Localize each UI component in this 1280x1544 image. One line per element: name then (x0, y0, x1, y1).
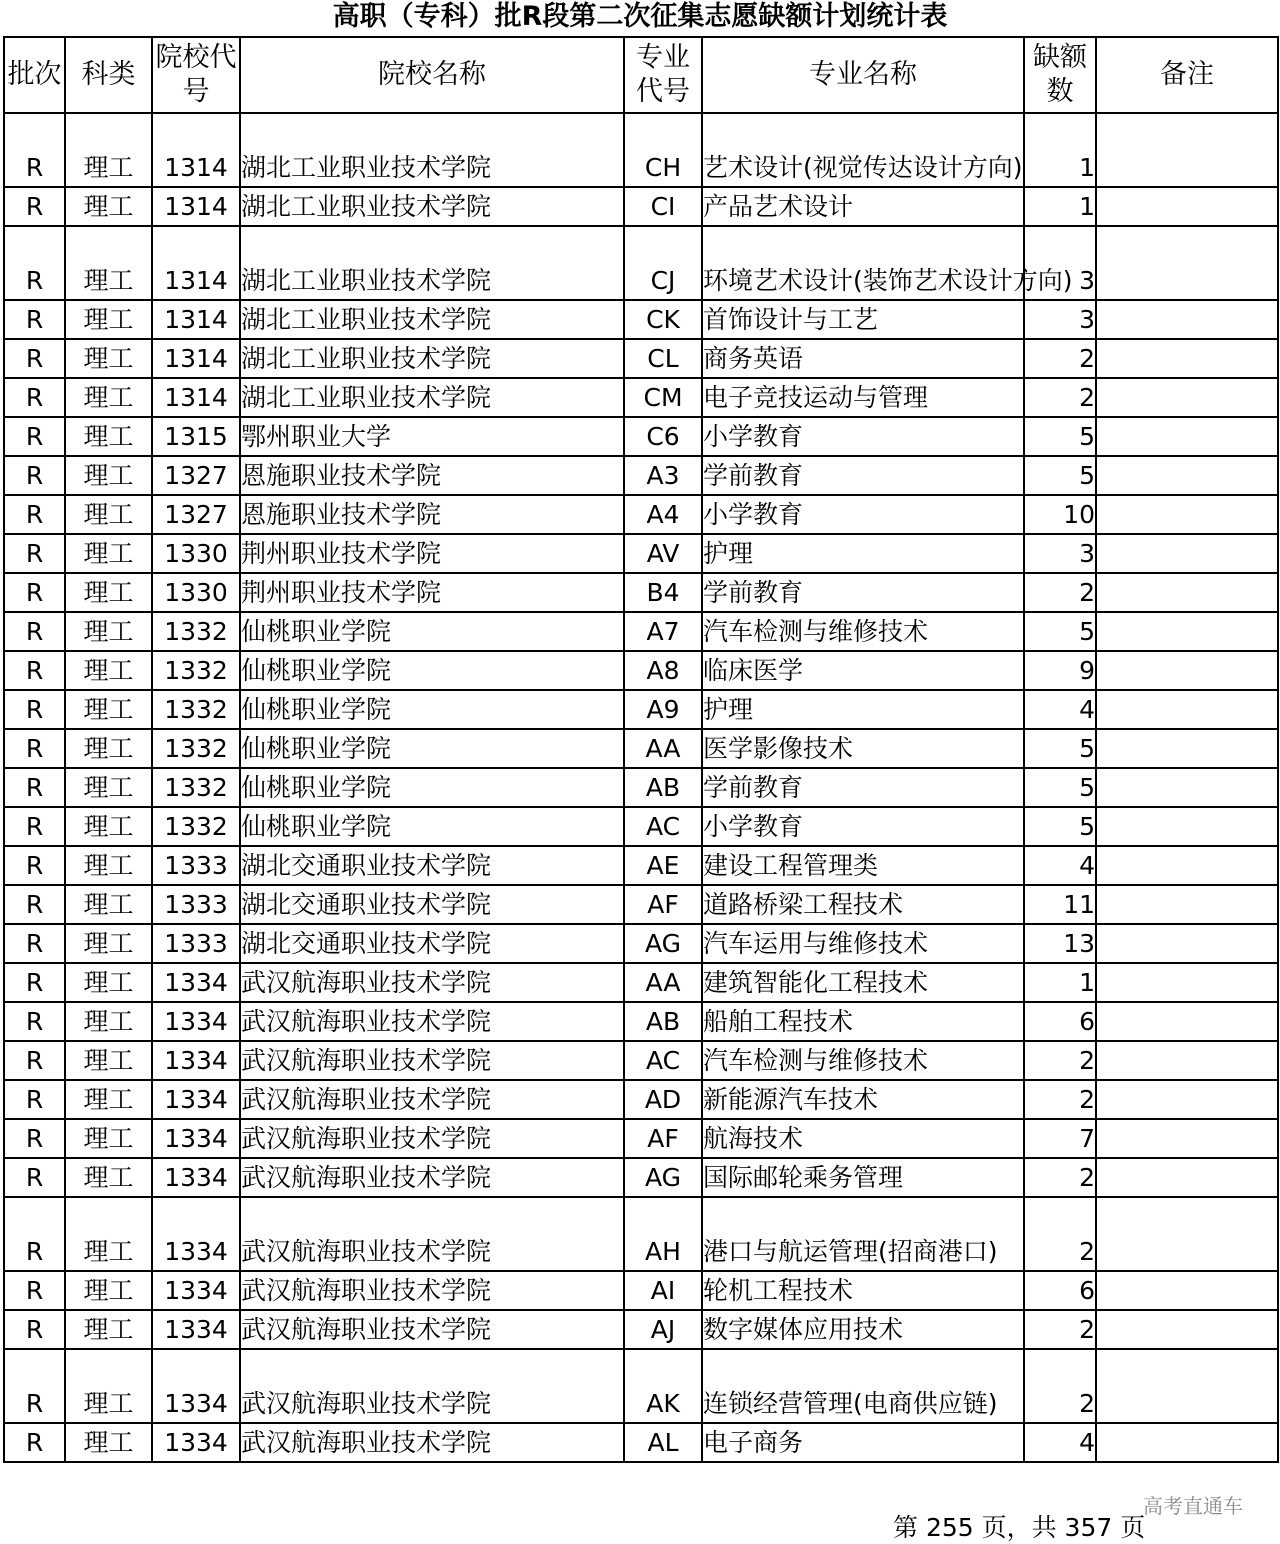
cell-major-code: A4 (624, 495, 702, 534)
cell-remarks (1096, 534, 1278, 573)
header-school-code: 院校代号 (152, 37, 240, 113)
header-major-code: 专业代号 (624, 37, 702, 113)
cell-category: 理工 (65, 378, 152, 417)
header-major-name: 专业名称 (702, 37, 1024, 113)
cell-major-code: CI (624, 187, 702, 226)
cell-school-name: 荆州职业技术学院 (240, 534, 624, 573)
cell-school-code: 1334 (152, 1271, 240, 1310)
table-row (4, 534, 1278, 573)
cell-school-code: 1334 (152, 1423, 240, 1462)
cell-school-code: 1332 (152, 768, 240, 807)
cell-vacancies: 1 (1024, 113, 1096, 187)
table-row (4, 1119, 1278, 1158)
header-school-name: 院校名称 (240, 37, 624, 113)
cell-vacancies: 3 (1024, 226, 1096, 300)
cell-batch: R (4, 187, 65, 226)
vacancy-table (3, 36, 1279, 1463)
cell-major-code: AC (624, 1041, 702, 1080)
header-remarks: 备注 (1096, 37, 1278, 113)
cell-remarks (1096, 924, 1278, 963)
cell-remarks (1096, 417, 1278, 456)
cell-category: 理工 (65, 187, 152, 226)
cell-category: 理工 (65, 339, 152, 378)
cell-major-name: 轮机工程技术 (702, 1271, 1024, 1310)
header-vacancies: 缺额数 (1024, 37, 1096, 113)
cell-school-name: 湖北交通职业技术学院 (240, 924, 624, 963)
cell-vacancies: 5 (1024, 807, 1096, 846)
cell-vacancies: 5 (1024, 768, 1096, 807)
table-row (4, 187, 1278, 226)
cell-vacancies: 3 (1024, 300, 1096, 339)
cell-major-code: A8 (624, 651, 702, 690)
cell-batch: R (4, 729, 65, 768)
cell-vacancies: 5 (1024, 729, 1096, 768)
cell-school-code: 1334 (152, 1080, 240, 1119)
cell-major-code: AB (624, 768, 702, 807)
table-row (4, 807, 1278, 846)
cell-batch: R (4, 1197, 65, 1271)
cell-major-code: AF (624, 1119, 702, 1158)
cell-school-name: 武汉航海职业技术学院 (240, 1119, 624, 1158)
cell-school-name: 武汉航海职业技术学院 (240, 1080, 624, 1119)
cell-remarks (1096, 1271, 1278, 1310)
cell-major-name: 学前教育 (702, 456, 1024, 495)
cell-remarks (1096, 1423, 1278, 1462)
cell-school-name: 湖北工业职业技术学院 (240, 300, 624, 339)
cell-remarks (1096, 612, 1278, 651)
cell-vacancies: 5 (1024, 417, 1096, 456)
table-row (4, 1041, 1278, 1080)
cell-remarks (1096, 378, 1278, 417)
header-batch: 批次 (4, 37, 65, 113)
cell-school-code: 1334 (152, 1310, 240, 1349)
cell-category: 理工 (65, 226, 152, 300)
watermark: 高考直通车 (1143, 1494, 1243, 1518)
cell-major-name: 汽车检测与维修技术 (702, 612, 1024, 651)
page-footer: 第 255 页，共 357 页 (893, 1513, 1146, 1542)
cell-school-name: 武汉航海职业技术学院 (240, 1423, 624, 1462)
cell-school-name: 恩施职业技术学院 (240, 495, 624, 534)
cell-vacancies: 13 (1024, 924, 1096, 963)
cell-major-name: 国际邮轮乘务管理 (702, 1158, 1024, 1197)
cell-school-code: 1334 (152, 963, 240, 1002)
cell-category: 理工 (65, 1080, 152, 1119)
cell-major-name: 船舶工程技术 (702, 1002, 1024, 1041)
cell-major-name: 电子竞技运动与管理 (702, 378, 1024, 417)
cell-major-name: 临床医学 (702, 651, 1024, 690)
cell-major-code: CM (624, 378, 702, 417)
cell-batch: R (4, 534, 65, 573)
cell-school-code: 1333 (152, 885, 240, 924)
table-row (4, 885, 1278, 924)
cell-major-name: 电子商务 (702, 1423, 1024, 1462)
table-row (4, 1349, 1278, 1423)
cell-batch: R (4, 573, 65, 612)
cell-category: 理工 (65, 924, 152, 963)
cell-school-name: 湖北交通职业技术学院 (240, 885, 624, 924)
cell-batch: R (4, 1158, 65, 1197)
cell-major-name: 产品艺术设计 (702, 187, 1024, 226)
cell-major-code: CL (624, 339, 702, 378)
cell-major-name: 艺术设计(视觉传达设计方向) (702, 113, 1024, 187)
cell-school-name: 武汉航海职业技术学院 (240, 1310, 624, 1349)
cell-major-code: CH (624, 113, 702, 187)
cell-school-name: 仙桃职业学院 (240, 651, 624, 690)
cell-major-name: 小学教育 (702, 495, 1024, 534)
cell-major-code: A7 (624, 612, 702, 651)
cell-remarks (1096, 729, 1278, 768)
cell-batch: R (4, 924, 65, 963)
table-body (4, 113, 1278, 1462)
cell-category: 理工 (65, 573, 152, 612)
table-row (4, 612, 1278, 651)
cell-major-code: AI (624, 1271, 702, 1310)
cell-vacancies: 2 (1024, 1041, 1096, 1080)
cell-major-name: 商务英语 (702, 339, 1024, 378)
cell-major-code: AF (624, 885, 702, 924)
cell-category: 理工 (65, 846, 152, 885)
table-row (4, 1197, 1278, 1271)
table-row (4, 1310, 1278, 1349)
cell-school-code: 1334 (152, 1197, 240, 1271)
cell-school-name: 湖北工业职业技术学院 (240, 226, 624, 300)
cell-category: 理工 (65, 729, 152, 768)
cell-category: 理工 (65, 417, 152, 456)
cell-school-name: 仙桃职业学院 (240, 768, 624, 807)
cell-batch: R (4, 456, 65, 495)
cell-remarks (1096, 1158, 1278, 1197)
cell-school-code: 1327 (152, 456, 240, 495)
page-title: 高职（专科）批R段第二次征集志愿缺额计划统计表 (332, 1, 948, 32)
cell-vacancies: 2 (1024, 1197, 1096, 1271)
table-row (4, 963, 1278, 1002)
cell-vacancies: 1 (1024, 187, 1096, 226)
cell-school-name: 恩施职业技术学院 (240, 456, 624, 495)
cell-major-name: 道路桥梁工程技术 (702, 885, 1024, 924)
cell-batch: R (4, 339, 65, 378)
table-row (4, 300, 1278, 339)
cell-batch: R (4, 963, 65, 1002)
cell-vacancies: 11 (1024, 885, 1096, 924)
cell-batch: R (4, 1310, 65, 1349)
cell-school-code: 1332 (152, 651, 240, 690)
table-row (4, 113, 1278, 187)
cell-school-name: 仙桃职业学院 (240, 612, 624, 651)
cell-category: 理工 (65, 1002, 152, 1041)
cell-batch: R (4, 1080, 65, 1119)
cell-vacancies: 2 (1024, 1158, 1096, 1197)
cell-major-code: AA (624, 729, 702, 768)
cell-batch: R (4, 612, 65, 651)
cell-school-name: 武汉航海职业技术学院 (240, 1197, 624, 1271)
cell-vacancies: 6 (1024, 1002, 1096, 1041)
cell-major-name: 学前教育 (702, 768, 1024, 807)
cell-major-name: 数字媒体应用技术 (702, 1310, 1024, 1349)
cell-remarks (1096, 690, 1278, 729)
cell-remarks (1096, 963, 1278, 1002)
cell-remarks (1096, 1119, 1278, 1158)
cell-remarks (1096, 651, 1278, 690)
cell-school-code: 1315 (152, 417, 240, 456)
cell-school-name: 鄂州职业大学 (240, 417, 624, 456)
cell-category: 理工 (65, 963, 152, 1002)
cell-major-code: C6 (624, 417, 702, 456)
cell-school-code: 1330 (152, 534, 240, 573)
cell-school-code: 1334 (152, 1349, 240, 1423)
cell-major-code: AG (624, 1158, 702, 1197)
cell-remarks (1096, 768, 1278, 807)
cell-category: 理工 (65, 534, 152, 573)
cell-batch: R (4, 1119, 65, 1158)
cell-school-name: 武汉航海职业技术学院 (240, 1002, 624, 1041)
cell-major-name: 连锁经营管理(电商供应链) (702, 1349, 1024, 1423)
cell-category: 理工 (65, 1271, 152, 1310)
cell-remarks (1096, 187, 1278, 226)
cell-major-code: AD (624, 1080, 702, 1119)
cell-school-code: 1334 (152, 1158, 240, 1197)
cell-major-name: 首饰设计与工艺 (702, 300, 1024, 339)
cell-major-name: 护理 (702, 690, 1024, 729)
cell-batch: R (4, 1002, 65, 1041)
cell-batch: R (4, 226, 65, 300)
cell-remarks (1096, 807, 1278, 846)
cell-school-name: 武汉航海职业技术学院 (240, 1271, 624, 1310)
table-row (4, 1271, 1278, 1310)
cell-category: 理工 (65, 1310, 152, 1349)
cell-major-name: 环境艺术设计(装饰艺术设计方向) (702, 226, 1024, 300)
cell-remarks (1096, 226, 1278, 300)
cell-category: 理工 (65, 885, 152, 924)
cell-batch: R (4, 846, 65, 885)
cell-vacancies: 4 (1024, 846, 1096, 885)
cell-school-code: 1332 (152, 612, 240, 651)
cell-school-code: 1327 (152, 495, 240, 534)
cell-school-name: 湖北工业职业技术学院 (240, 187, 624, 226)
cell-category: 理工 (65, 495, 152, 534)
cell-remarks (1096, 885, 1278, 924)
cell-batch: R (4, 885, 65, 924)
cell-remarks (1096, 1349, 1278, 1423)
cell-vacancies: 3 (1024, 534, 1096, 573)
cell-category: 理工 (65, 456, 152, 495)
cell-batch: R (4, 1271, 65, 1310)
cell-school-code: 1314 (152, 226, 240, 300)
cell-category: 理工 (65, 300, 152, 339)
cell-major-code: CK (624, 300, 702, 339)
cell-batch: R (4, 495, 65, 534)
cell-major-code: AH (624, 1197, 702, 1271)
table-row (4, 573, 1278, 612)
cell-major-code: AK (624, 1349, 702, 1423)
cell-category: 理工 (65, 612, 152, 651)
cell-batch: R (4, 1349, 65, 1423)
cell-category: 理工 (65, 1349, 152, 1423)
table-row (4, 226, 1278, 300)
cell-school-code: 1332 (152, 690, 240, 729)
cell-school-code: 1314 (152, 187, 240, 226)
cell-vacancies: 10 (1024, 495, 1096, 534)
cell-vacancies: 2 (1024, 1080, 1096, 1119)
cell-school-code: 1314 (152, 378, 240, 417)
cell-vacancies: 4 (1024, 1423, 1096, 1462)
table-row (4, 495, 1278, 534)
cell-remarks (1096, 1041, 1278, 1080)
cell-major-code: B4 (624, 573, 702, 612)
cell-remarks (1096, 495, 1278, 534)
table-row (4, 768, 1278, 807)
cell-vacancies: 2 (1024, 573, 1096, 612)
cell-category: 理工 (65, 807, 152, 846)
table-row (4, 339, 1278, 378)
table-row (4, 1002, 1278, 1041)
cell-school-name: 武汉航海职业技术学院 (240, 1349, 624, 1423)
cell-school-code: 1314 (152, 339, 240, 378)
cell-school-code: 1334 (152, 1119, 240, 1158)
cell-category: 理工 (65, 690, 152, 729)
cell-school-name: 湖北交通职业技术学院 (240, 846, 624, 885)
cell-remarks (1096, 1080, 1278, 1119)
table-header-row (4, 37, 1278, 113)
cell-batch: R (4, 1041, 65, 1080)
cell-school-code: 1332 (152, 729, 240, 768)
cell-batch: R (4, 417, 65, 456)
cell-remarks (1096, 846, 1278, 885)
cell-category: 理工 (65, 768, 152, 807)
cell-school-code: 1330 (152, 573, 240, 612)
cell-category: 理工 (65, 1197, 152, 1271)
cell-vacancies: 5 (1024, 612, 1096, 651)
cell-category: 理工 (65, 1041, 152, 1080)
cell-major-code: AL (624, 1423, 702, 1462)
cell-category: 理工 (65, 1119, 152, 1158)
cell-school-name: 武汉航海职业技术学院 (240, 1041, 624, 1080)
cell-major-code: AE (624, 846, 702, 885)
cell-major-name: 港口与航运管理(招商港口) (702, 1197, 1024, 1271)
cell-major-name: 小学教育 (702, 417, 1024, 456)
cell-major-code: AC (624, 807, 702, 846)
cell-school-name: 武汉航海职业技术学院 (240, 1158, 624, 1197)
table-row (4, 1080, 1278, 1119)
cell-category: 理工 (65, 1158, 152, 1197)
cell-remarks (1096, 339, 1278, 378)
cell-remarks (1096, 300, 1278, 339)
cell-batch: R (4, 690, 65, 729)
cell-vacancies: 2 (1024, 1310, 1096, 1349)
cell-major-name: 医学影像技术 (702, 729, 1024, 768)
cell-school-code: 1334 (152, 1002, 240, 1041)
cell-batch: R (4, 378, 65, 417)
cell-category: 理工 (65, 651, 152, 690)
cell-school-code: 1334 (152, 1041, 240, 1080)
header-category: 科类 (65, 37, 152, 113)
cell-school-name: 仙桃职业学院 (240, 807, 624, 846)
cell-school-name: 湖北工业职业技术学院 (240, 113, 624, 187)
cell-batch: R (4, 113, 65, 187)
cell-category: 理工 (65, 1423, 152, 1462)
table-row (4, 1158, 1278, 1197)
cell-remarks (1096, 1310, 1278, 1349)
cell-major-code: AV (624, 534, 702, 573)
cell-vacancies: 2 (1024, 1349, 1096, 1423)
table-row (4, 729, 1278, 768)
cell-major-name: 建设工程管理类 (702, 846, 1024, 885)
cell-major-name: 学前教育 (702, 573, 1024, 612)
cell-school-name: 湖北工业职业技术学院 (240, 378, 624, 417)
cell-vacancies: 1 (1024, 963, 1096, 1002)
cell-batch: R (4, 300, 65, 339)
table-row (4, 378, 1278, 417)
cell-vacancies: 2 (1024, 378, 1096, 417)
cell-major-name: 航海技术 (702, 1119, 1024, 1158)
cell-school-name: 仙桃职业学院 (240, 729, 624, 768)
cell-major-code: CJ (624, 226, 702, 300)
table-row (4, 456, 1278, 495)
cell-major-name: 护理 (702, 534, 1024, 573)
cell-batch: R (4, 768, 65, 807)
cell-major-code: AG (624, 924, 702, 963)
table-row (4, 651, 1278, 690)
cell-remarks (1096, 113, 1278, 187)
cell-major-name: 汽车检测与维修技术 (702, 1041, 1024, 1080)
cell-major-name: 新能源汽车技术 (702, 1080, 1024, 1119)
cell-school-code: 1314 (152, 300, 240, 339)
cell-category: 理工 (65, 113, 152, 187)
cell-vacancies: 6 (1024, 1271, 1096, 1310)
cell-vacancies: 5 (1024, 456, 1096, 495)
table-row (4, 690, 1278, 729)
cell-vacancies: 9 (1024, 651, 1096, 690)
table-row (4, 417, 1278, 456)
table-row (4, 1423, 1278, 1462)
cell-batch: R (4, 1423, 65, 1462)
cell-major-name: 汽车运用与维修技术 (702, 924, 1024, 963)
cell-major-code: AA (624, 963, 702, 1002)
cell-school-code: 1333 (152, 924, 240, 963)
cell-remarks (1096, 456, 1278, 495)
cell-school-name: 湖北工业职业技术学院 (240, 339, 624, 378)
cell-major-name: 小学教育 (702, 807, 1024, 846)
cell-vacancies: 2 (1024, 339, 1096, 378)
cell-major-code: AB (624, 1002, 702, 1041)
cell-vacancies: 4 (1024, 690, 1096, 729)
cell-school-code: 1314 (152, 113, 240, 187)
cell-school-name: 仙桃职业学院 (240, 690, 624, 729)
cell-school-code: 1332 (152, 807, 240, 846)
cell-batch: R (4, 807, 65, 846)
cell-remarks (1096, 573, 1278, 612)
table-row (4, 846, 1278, 885)
cell-school-code: 1333 (152, 846, 240, 885)
cell-major-code: A9 (624, 690, 702, 729)
cell-school-name: 武汉航海职业技术学院 (240, 963, 624, 1002)
cell-major-code: AJ (624, 1310, 702, 1349)
cell-remarks (1096, 1197, 1278, 1271)
cell-vacancies: 7 (1024, 1119, 1096, 1158)
table-row (4, 924, 1278, 963)
cell-school-name: 荆州职业技术学院 (240, 573, 624, 612)
cell-batch: R (4, 651, 65, 690)
cell-major-code: A3 (624, 456, 702, 495)
cell-remarks (1096, 1002, 1278, 1041)
cell-major-name: 建筑智能化工程技术 (702, 963, 1024, 1002)
